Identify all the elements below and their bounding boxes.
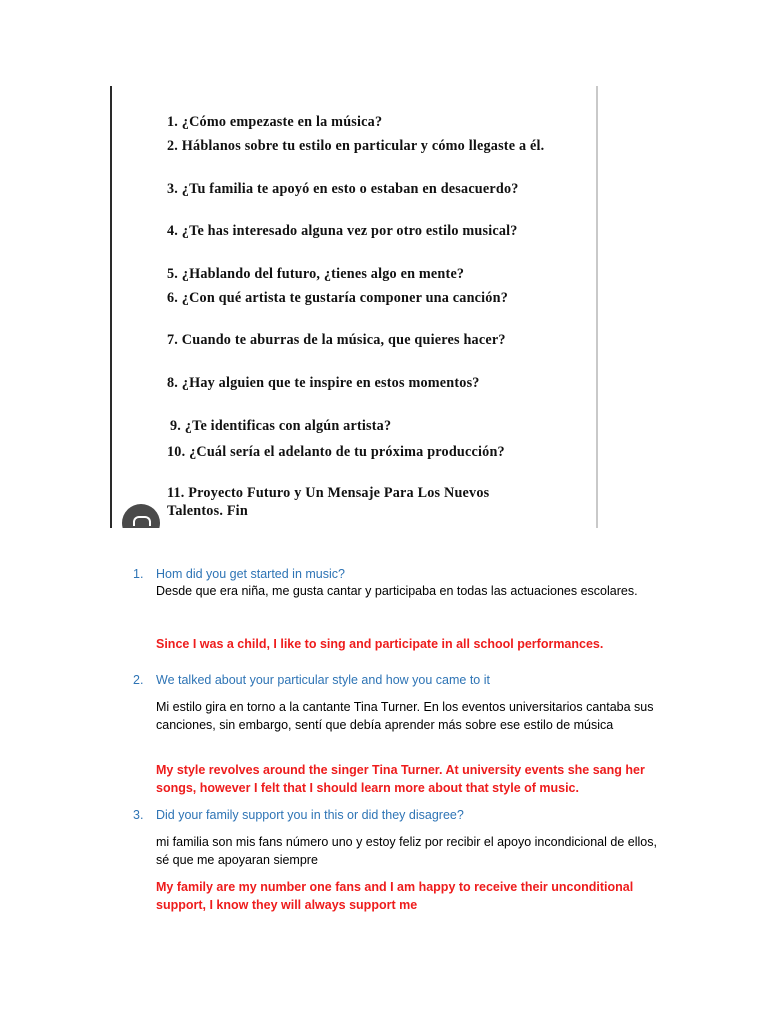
scan-question-3: 3. ¿Tu familia te apoyó en esto o estaban en desacuerdo? <box>167 181 519 197</box>
answer-1-number: 1. <box>133 567 144 581</box>
answer-1-english: Since I was a child, I like to sing and participate in all school performances. <box>156 637 604 651</box>
answer-3-spanish: mi familia son mis fans número uno y estoy feliz por recibir el apoyo incondicional de ellos, sé que me apoyaran siempre <box>156 835 657 867</box>
image-overlay-icon <box>122 504 160 528</box>
answer-3-english: My family are my number one fans and I am happy to receive their unconditional support, I know they will always support me <box>156 880 634 912</box>
scan-question-10: 10. ¿Cuál sería el adelanto de tu próxima producción? <box>167 444 505 460</box>
answer-1-spanish: Desde que era niña, me gusta cantar y participaba en todas las actuaciones escolares. <box>156 584 638 598</box>
answer-1-question <box>133 567 345 581</box>
image-right-border <box>596 86 598 528</box>
scan-question-1: 1. ¿Cómo empezaste en la música? <box>167 114 383 130</box>
scan-question-11: 11. Proyecto Futuro y Un Mensaje Para Los Nuevos Talentos. Fin <box>167 485 490 519</box>
scan-question-4: 4. ¿Te has interesado alguna vez por otro estilo musical? <box>167 223 518 239</box>
image-left-border <box>110 86 112 528</box>
scan-question-9: 9. ¿Te identificas con algún artista? <box>170 418 392 434</box>
questions-image <box>110 86 598 528</box>
answer-2-english: My style revolves around the singer Tina Turner. At university events she sang her songs, however I felt that I should learn more about that style of music. <box>156 763 645 795</box>
answer-3-question-text: Did your family support you in this or did they disagree? <box>156 808 464 822</box>
scan-question-2: 2. Háblanos sobre tu estilo en particular y cómo llegaste a él. <box>167 138 545 154</box>
answer-3-number: 3. <box>133 808 144 822</box>
scan-question-8: 8. ¿Hay alguien que te inspire en estos momentos? <box>167 375 480 391</box>
scan-question-5: 5. ¿Hablando del futuro, ¿tienes algo en mente? <box>167 266 465 282</box>
answer-2-question-text: We talked about your particular style and how you came to it <box>156 673 490 687</box>
scan-question-6: 6. ¿Con qué artista te gustaría componer una canción? <box>167 290 508 306</box>
answer-2-number: 2. <box>133 673 144 687</box>
answer-1-question-text: Hom did you get started in music? <box>156 567 345 581</box>
answer-2-question <box>133 673 490 687</box>
answer-2-spanish: Mi estilo gira en torno a la cantante Tina Turner. En los eventos universitarios cantaba sus canciones, sin embargo, sentí que debía aprender más sobre ese estilo de música <box>156 700 654 732</box>
answer-3-question <box>133 808 464 822</box>
scan-question-7: 7. Cuando te aburras de la música, que quieres hacer? <box>167 332 506 348</box>
